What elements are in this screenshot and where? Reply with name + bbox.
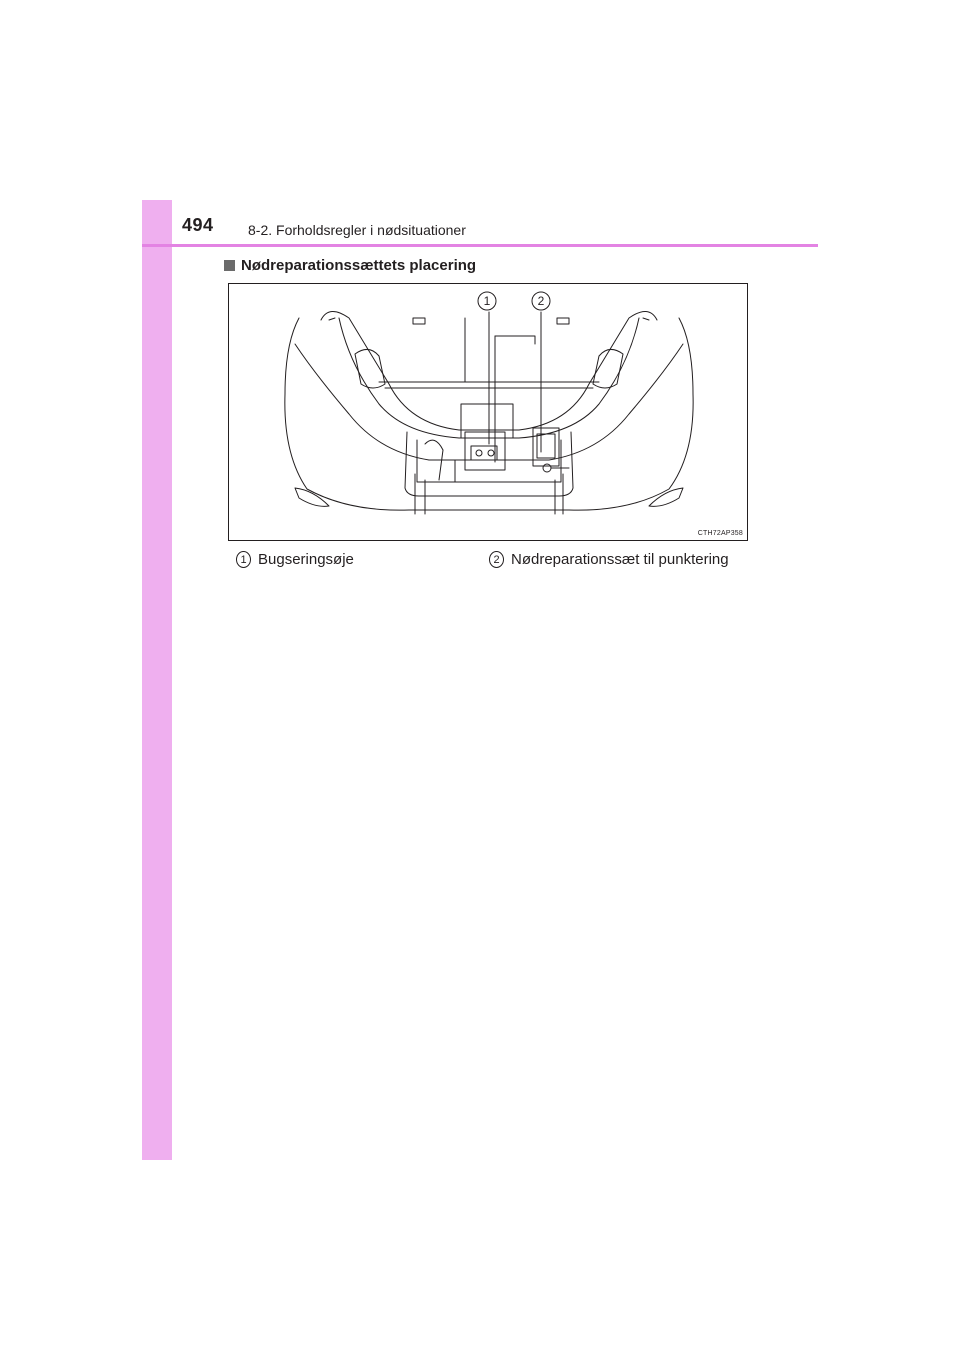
caption-1-number: 1 [236, 551, 251, 568]
caption-2-label: Nødreparationssæt til punktering [511, 551, 729, 568]
caption-1 [236, 551, 354, 568]
section-title [224, 257, 476, 274]
caption-2-number: 2 [489, 551, 504, 568]
section-title-text: Nødreparationssættets placering [241, 257, 477, 274]
callout-1: 1 [483, 294, 491, 308]
callout-2: 2 [537, 294, 545, 308]
figure-code: CTH72AP358 [697, 530, 743, 537]
car-rear-illustration [229, 284, 748, 541]
side-band [142, 200, 172, 1160]
caption-2 [489, 551, 729, 568]
figure-trunk-illustration [228, 283, 748, 541]
caption-1-label: Bugseringsøje [258, 551, 354, 568]
header-title: 8-2. Forholdsregler i nødsituationer [248, 222, 466, 238]
square-bullet-icon [224, 260, 235, 271]
page-number: 494 [182, 215, 214, 235]
header-rule [142, 244, 818, 247]
